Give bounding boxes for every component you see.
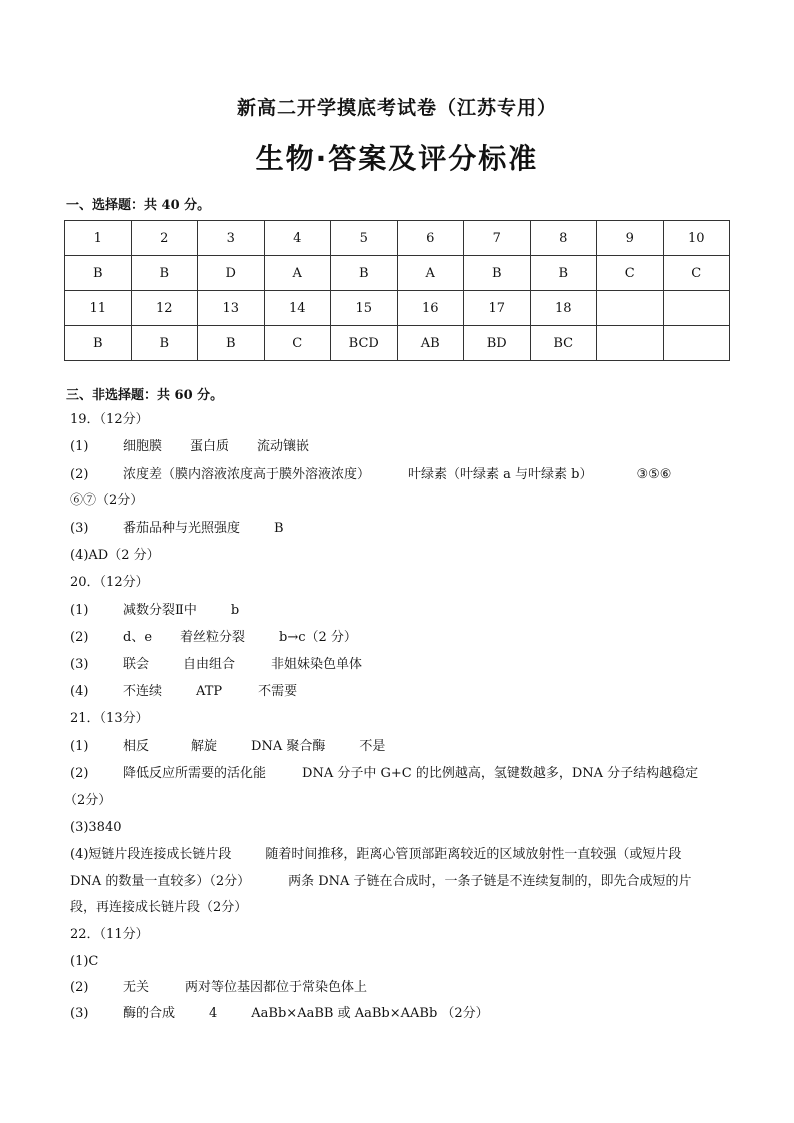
q22-3-label: (3) [70, 1006, 89, 1021]
answer-text: 蛋白质 [190, 439, 230, 454]
table-cell: B [464, 256, 531, 291]
answer-text: AaBb×AaBB 或 AaBb×AABb （2分） [251, 1006, 489, 1021]
table-cell: 16 [397, 291, 464, 326]
q22-title: 22．（11分） [70, 927, 149, 942]
q21-line-1 [70, 737, 385, 757]
answer-text: 流动镶嵌 [257, 439, 310, 454]
answer-text: 着丝粒分裂 [180, 630, 246, 645]
table-cell [597, 291, 664, 326]
answer-text: DNA 聚合酶 [251, 739, 326, 754]
q19-line-1 [70, 437, 309, 457]
answer-text: 相反 [123, 739, 150, 754]
table-cell: B [131, 256, 198, 291]
answer-text: (4)短链片段连接成长链片段 [70, 847, 232, 862]
table-cell: 7 [464, 221, 531, 256]
table-cell [597, 326, 664, 361]
table-row [65, 291, 730, 326]
q19-line-3 [70, 519, 284, 539]
table-cell: BC [530, 326, 597, 361]
answer-text: 酶的合成 [123, 1006, 176, 1021]
q22-line-2 [70, 978, 367, 998]
answer-text: 细胞膜 [123, 439, 163, 454]
table-cell: C [264, 326, 331, 361]
table-cell: B [331, 256, 398, 291]
table-cell: BCD [331, 326, 398, 361]
table-cell: 2 [131, 221, 198, 256]
q20-4-label: (4) [70, 684, 89, 699]
answer-text: 两条 DNA 子链在合成时，一条子链是不连续复制的，即先合成短的片 [288, 874, 692, 889]
section-heading-nonchoice: 三、非选择题：共 60 分。 [66, 388, 224, 403]
table-cell: 8 [530, 221, 597, 256]
answer-text: 随着时间推移，距离心管顶部距离较近的区域放射性一直较强（或短片段 [265, 847, 682, 862]
table-row [65, 256, 730, 291]
q19-3-label: (3) [70, 521, 89, 536]
table-cell: 11 [65, 291, 132, 326]
q19-2-label: (2) [70, 467, 89, 482]
table-cell: 17 [464, 291, 531, 326]
table-cell: 4 [264, 221, 331, 256]
q19-1-label: (1) [70, 439, 89, 454]
table-cell: A [264, 256, 331, 291]
answer-text: b→c（2 分） [279, 630, 357, 645]
answer-text: b [230, 603, 240, 618]
table-cell: 13 [198, 291, 265, 326]
section-heading-choice: 一、选择题：共 40 分。 [66, 198, 211, 213]
table-cell: 5 [331, 221, 398, 256]
q20-line-2 [70, 628, 357, 648]
table-row [65, 221, 730, 256]
q21-1-label: (1) [70, 739, 89, 754]
table-cell: BD [464, 326, 531, 361]
table-cell: 14 [264, 291, 331, 326]
page-subtitle: 生物·答案及评分标准 [255, 142, 539, 175]
table-row [65, 326, 730, 361]
q22-2-label: (2) [70, 980, 89, 995]
table-cell: 18 [530, 291, 597, 326]
q19-title: 19．（12分） [70, 412, 149, 427]
answer-text: 番茄品种与光照强度 [123, 521, 241, 536]
table-cell: B [65, 256, 132, 291]
answer-text: d、e [123, 630, 153, 645]
table-cell: 1 [65, 221, 132, 256]
q19-line-4: (4)AD（2 分） [70, 548, 160, 563]
q19-line-2 [70, 465, 671, 485]
answer-text: 联会 [123, 657, 150, 672]
answer-text: DNA 分子中 G+C 的比例越高，氢键数越多，DNA 分子结构越稳定 [302, 766, 699, 781]
table-cell [663, 326, 730, 361]
q20-line-1 [70, 601, 239, 621]
table-cell: B [198, 326, 265, 361]
table-cell: C [663, 256, 730, 291]
table-cell: A [397, 256, 464, 291]
table-cell: D [198, 256, 265, 291]
q20-line-3 [70, 655, 362, 675]
q20-1-label: (1) [70, 603, 89, 618]
table-cell: AB [397, 326, 464, 361]
table-cell [663, 291, 730, 326]
q19-line-2b: ⑥⑦（2分） [70, 493, 144, 508]
table-cell: 10 [663, 221, 730, 256]
q20-2-label: (2) [70, 630, 89, 645]
table-cell: 6 [397, 221, 464, 256]
q21-line-4b [70, 872, 692, 892]
q21-line-3: (3)3840 [70, 820, 122, 835]
table-cell: C [597, 256, 664, 291]
q20-line-4 [70, 682, 297, 702]
answer-text: 无关 [123, 980, 150, 995]
answer-text: 4 [209, 1006, 218, 1021]
answer-text: 浓度差（膜内溶液浓度高于膜外溶液浓度） [123, 467, 371, 482]
choice-answer-table [64, 220, 730, 361]
q22-line-3 [70, 1004, 489, 1024]
answer-text: DNA 的数量一直较多）（2分） [70, 874, 251, 889]
answer-text: 减数分裂Ⅱ中 [123, 603, 197, 618]
q21-2-label: (2) [70, 766, 89, 781]
table-cell: 15 [331, 291, 398, 326]
table-cell: 3 [198, 221, 265, 256]
q20-title: 20．（12分） [70, 575, 149, 590]
answer-text: ATP [196, 684, 223, 699]
table-cell: B [530, 256, 597, 291]
table-cell: 9 [597, 221, 664, 256]
q21-line-4c: 段，再连接成长链片段（2分） [70, 900, 248, 915]
q21-line-2b: （2分） [64, 793, 112, 808]
q22-line-1: (1)C [70, 954, 99, 969]
q21-title: 21．（13分） [70, 711, 149, 726]
answer-text: 两对等位基因都位于常染色体上 [185, 980, 368, 995]
answer-text: 叶绿素（叶绿素 a 与叶绿素 b） [408, 467, 593, 482]
table-cell: B [131, 326, 198, 361]
answer-text: 解旋 [191, 739, 218, 754]
q20-3-label: (3) [70, 657, 89, 672]
answer-text: 不是 [359, 739, 386, 754]
table-cell: B [65, 326, 132, 361]
answer-text: 不连续 [123, 684, 163, 699]
answer-text: ③⑤⑥ [636, 467, 672, 482]
answer-text: B [274, 521, 284, 536]
q21-line-4 [70, 845, 681, 865]
table-cell: 12 [131, 291, 198, 326]
answer-text: 不需要 [258, 684, 298, 699]
answer-text: 自由组合 [183, 657, 236, 672]
answer-text: 降低反应所需要的活化能 [123, 766, 267, 781]
exam-title: 新高二开学摸底考试卷（江苏专用） [236, 97, 557, 119]
q21-line-2 [70, 764, 698, 784]
answer-text: 非姐妹染色单体 [271, 657, 363, 672]
